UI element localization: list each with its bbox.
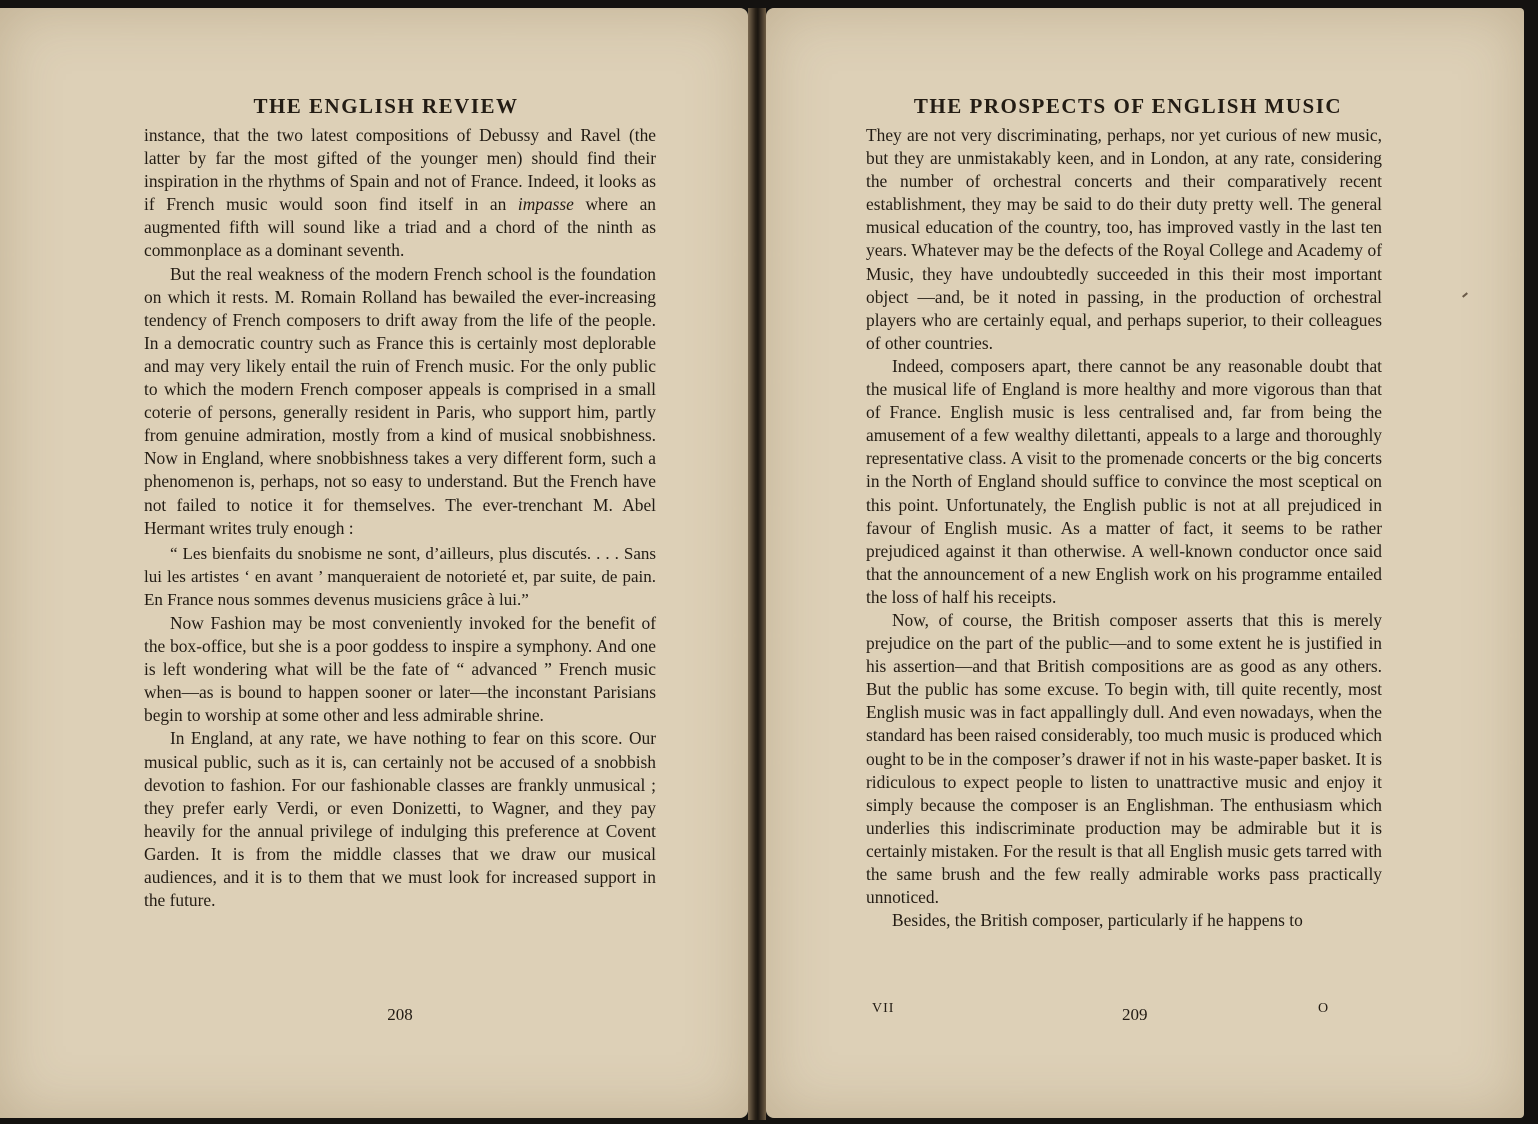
page-number-left: 208 [387,1005,413,1024]
right-page [766,8,1524,1118]
paragraph: instance, that the two latest compositions of Debussy and Ravel (the latter by far the most gifted of the younger men) should find their inspiration in the rhythms of Spain and not of France. Indeed, it looks as if French music would soon find itself in an impasse where an augmented fifth will sound like a triad and a chord of the ninth as commonplace as a dominant seventh. [144,125,656,261]
running-head-right: THE PROSPECTS OF ENGLISH MUSIC [913,94,1343,118]
left-page [0,8,748,1118]
paragraph: Now, of course, the British composer asserts that this is merely prejudice on the part of the public—and to some extent he is justified in his assertion—and that British compositions are as good as any others. But the public has some excuse. To begin with, till quite recently, most English music was in fact appallingly dull. And even nowadays, when the standard has been raised considerably, too much music is produced which ought to be in the composer’s drawer if not in his waste-paper basket. It is ridiculous to expect people to listen to unattractive music and enjoy it simply because the composer is an Englishman. The enthusiasm which underlies this indiscriminate production may be admirable but it is certainly mistaken. For the result is that all English music gets tarred with the same brush and the few really admirable works pass practically unnoticed. [866,609,1382,908]
paragraph: But the real weakness of the modern French school is the foundation on which it rests. M. Romain Rolland has bewailed the ever-increasing tendency of French composers to drift away from the life of the people. In a democratic country such as France this is certainly most deplorable and may very likely entail the ruin of French music. For the only public to which the modern French composer appeals is comprised in a small coterie of persons, generally resident in Paris, who support him, partly from genuine admiration, mostly from a kind of musical snobbishness. Now in England, where snobbishness takes a very different form, such a phenomenon is, perhaps, not so easy to understand. But the French have not failed to notice it for themselves. The ever-trenchant M. Abel Hermant writes truly enough : [144,263,656,538]
paragraph: In England, at any rate, we have nothing to fear on this score. Our musical public, such as it is, can certainly not be accused of a snobbish devotion to fashion. For our fashionable classes are frankly unmusical ; they prefer early Verdi, or even Donizetti, to Wagner, and they pay heavily for the annual privilege of indulging this preference at Covent Garden. It is from the middle classes that we draw our musical audiences, and it is to them that we must look for increased support in the future. [144,728,656,911]
pencil-mark [1462,292,1468,297]
book-gutter [748,8,766,1120]
paragraph: Now Fashion may be most conveniently invoked for the benefit of the box-office, but she is a poor goddess to inspire a symphony. And one is left wondering what will be the fate of “ advanced ” French music when—as is bound to happen sooner or later—the inconstant Parisians begin to worship at some other and less admirable shrine. [144,612,656,726]
italic-term: impasse [517,194,574,215]
signature-mark: VII [872,1001,895,1016]
page-number-right: 209 [1122,1005,1148,1024]
signature-mark-right: O [1318,1001,1330,1016]
quotation: “ Les bienfaits du snobisme ne sont, d’ailleurs, plus discutés. . . . Sans lui les artistes ‘ en avant ’ manqueraient de notorieté et, par suite, de pain. En France nous sommes devenus musiciens grâce à lui.” [144,543,656,609]
right-body-text [866,124,1382,932]
paragraph: Besides, the British composer, particularly if he happens to [892,910,1303,931]
running-head-left: THE ENGLISH REVIEW [253,94,519,118]
left-body-text [144,124,656,912]
paragraph: They are not very discriminating, perhaps, nor yet curious of new music, but they are unmistakably keen, and in London, at any rate, considering the number of orchestral concerts and their comparatively recent establishment, they may be said to do their duty pretty well. The general musical education of the country, too, has improved vastly in the last ten years. Whatever may be the defects of the Royal College and Academy of Music, they have undoubtedly succeeded in this their most important object —and, be it noted in passing, in the production of orchestral players who are certainly equal, and perhaps superior, to their colleagues of other countries. [866,125,1382,353]
paragraph: Indeed, composers apart, there cannot be any reasonable doubt that the musical life of England is more healthy and more vigorous than that of France. English music is less centralised and, far from being the amusement of a few wealthy dilettanti, appeals to a large and thoroughly representative class. A visit to the promenade concerts or the big concerts in the North of England should suffice to convince the most sceptical on this point. Unfortunately, the English public is not at all prejudiced in favour of English music. As a matter of fact, it seems to be rather prejudiced against it than otherwise. A well-known conductor once said that the announcement of a new English work on his programme entailed the loss of half his receipts. [866,355,1382,607]
